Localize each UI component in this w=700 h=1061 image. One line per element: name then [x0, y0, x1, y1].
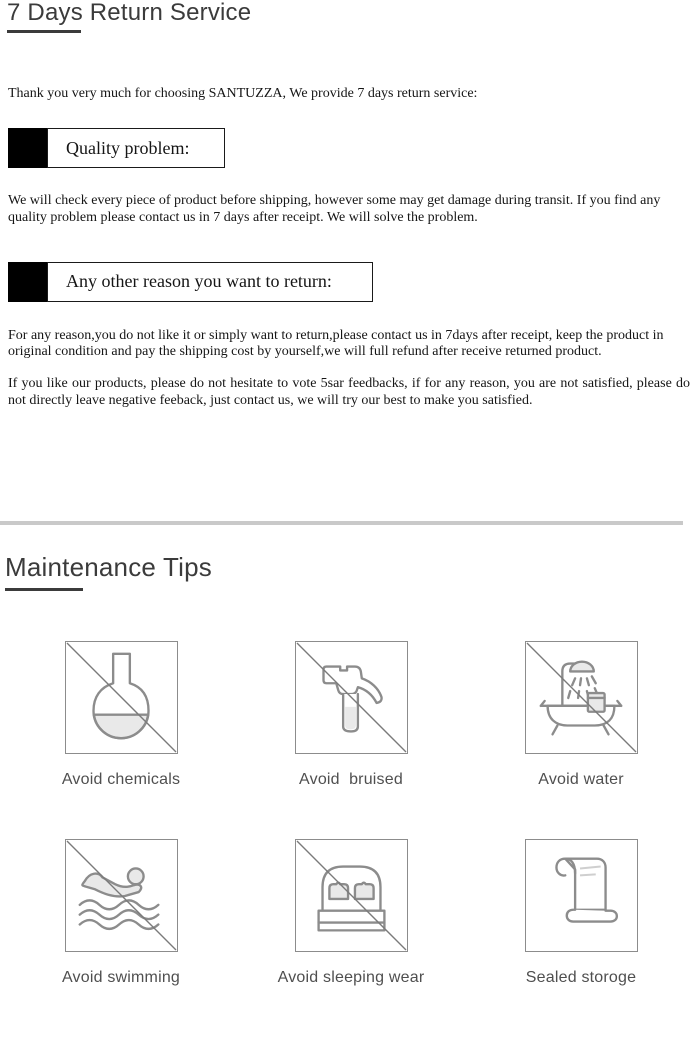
other-reason-box	[8, 262, 700, 302]
maintenance-tips-section	[0, 553, 700, 987]
tip-avoid-water	[466, 641, 696, 789]
quality-problem-label: Quality problem:	[47, 128, 225, 168]
tip-label: Avoid water	[538, 770, 624, 788]
tip-label: Avoid chemicals	[61, 770, 181, 788]
quality-paragraph: We will check every piece of product before shipping, however some may get damage during transit. If you find any quality problem please contact us in 7 days after receipt. We will solve the problem.	[8, 193, 661, 225]
return-service-title: 7 Days Return Service	[7, 0, 252, 26]
feedback-paragraph: If you like our products, please do not hesitate to vote 5sar feedbacks, if for any reason, you are not satisfied, please do not directly leave negative feeback, just contact us, we will try our best to make you satisfied.	[8, 376, 690, 408]
tip-label: Sealed storoge	[525, 968, 637, 986]
section-divider	[0, 521, 683, 525]
tip-avoid-chemicals	[6, 641, 236, 789]
no-chemicals-flask-icon	[65, 641, 178, 754]
tip-sealed-storage	[466, 839, 696, 987]
other-reason-paragraph: For any reason,you do not like it or simply want to return,please contact us in 7days after receipt, keep the product in original condition and pay the shipping cost by yourself,we will full refund after receive returned product.	[8, 327, 664, 360]
maintenance-tips-title: Maintenance Tips	[5, 551, 212, 582]
tip-avoid-sleeping-wear	[236, 839, 466, 987]
tip-label: Avoid bruised	[299, 770, 403, 788]
title-underline	[7, 30, 81, 33]
no-hammer-icon	[295, 641, 408, 754]
return-service-section	[0, 0, 700, 409]
no-swimming-icon	[65, 839, 178, 952]
intro-text: Thank you very much for choosing SANTUZZA, We provide 7 days return service:	[8, 86, 478, 102]
tips-grid	[0, 641, 700, 987]
tip-avoid-bruised	[236, 641, 466, 789]
other-reason-label: Any other reason you want to return:	[47, 262, 373, 302]
no-bath-shower-icon	[525, 641, 638, 754]
no-bed-icon	[295, 839, 408, 952]
tip-label: Avoid sleeping wear	[277, 968, 425, 986]
tip-label: Avoid swimming	[61, 968, 181, 986]
sealed-scroll-icon	[525, 839, 638, 952]
black-marker-square	[8, 128, 47, 168]
quality-problem-box	[8, 128, 700, 168]
tip-avoid-swimming	[6, 839, 236, 987]
title-underline	[5, 588, 83, 591]
black-marker-square	[8, 262, 47, 302]
